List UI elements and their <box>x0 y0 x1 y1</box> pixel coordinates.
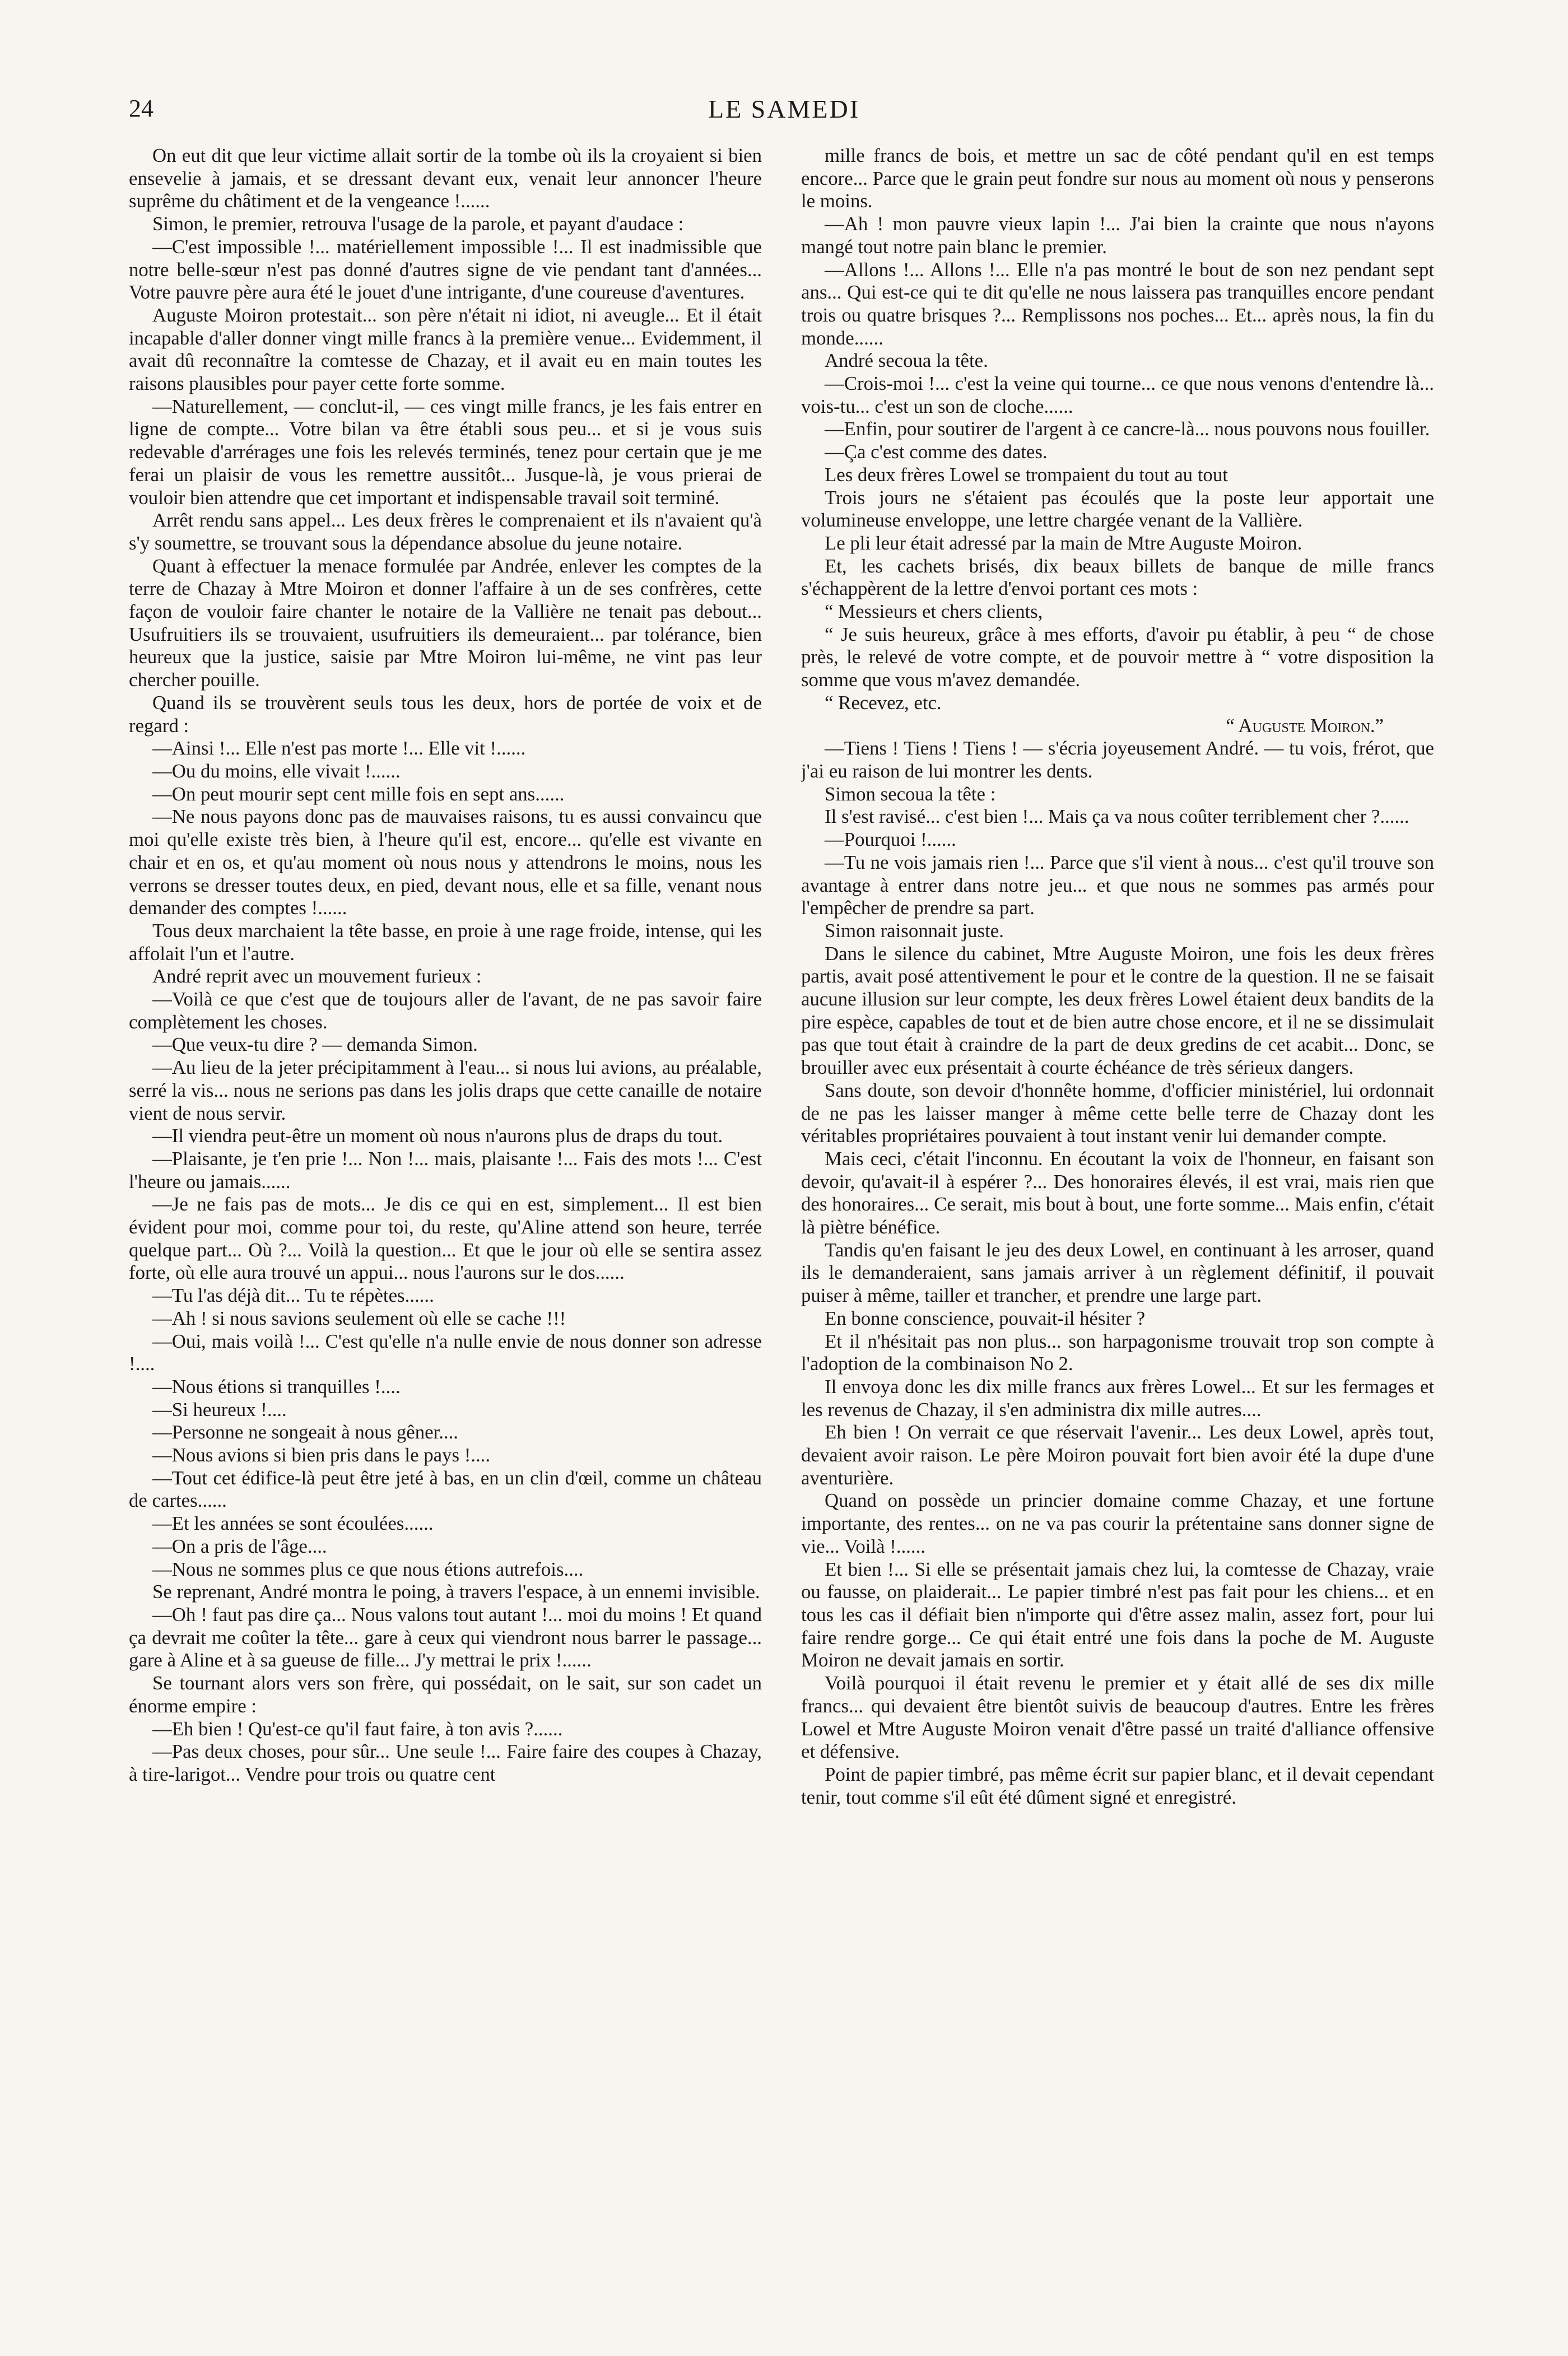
paragraph: Quant à effectuer la menace formulée par Andrée, enlever les comptes de la terre de Chazay à Mtre Moiron et donner l'affaire à un de ses confrères, cette façon de vouloir faire chanter le notaire de la Vallière ne tenait pas debout... Usufruitiers ils se trouvaient, usufruitiers ils demeuraient... par tolérance, bien heureux que la justice, saisie par Mtre Moiron lui-même, ne vint pas leur chercher pouille. <box>129 555 762 691</box>
paragraph: Et il n'hésitait pas non plus... son harpagonisme trouvait trop son compte à l'adoption de la combinaison No 2. <box>801 1330 1434 1375</box>
paragraph: Mais ceci, c'était l'inconnu. En écoutant la voix de l'honneur, en faisant son devoir, qu'avait-il à espérer ?... Des honoraires élevés, il est vrai, mais rien que des honoraires... Ce serait, mis bout à bout, une forte somme... Mais enfin, c'était là piètre bénéfice. <box>801 1147 1434 1238</box>
paragraph: —Ne nous payons donc pas de mauvaises raisons, tu es aussi convaincu que moi qu'elle existe très bien, à l'heure qu'il est, encore... qu'elle est vivante en chair et en os, et qu'au moment où nous nous y attendrons le moins, nous les verrons se dresser toutes deux, en pied, devant nous, elle et sa fille, venant nous demander des comptes !...... <box>129 805 762 919</box>
paragraph: Quand on possède un princier domaine comme Chazay, et une fortune importante, des rentes... on ne va pas courir la prétentaine sans donner signe de vie... Voilà !...... <box>801 1489 1434 1557</box>
paragraph: —Ou du moins, elle vivait !...... <box>152 760 401 782</box>
paragraph: Simon, le premier, retrouva l'usage de la parole, et payant d'audace : <box>152 213 684 235</box>
paragraph: —Crois-moi !... c'est la veine qui tourne... ce que nous venons d'entendre là... vois-tu... c'est un son de cloche...... <box>801 373 1434 417</box>
paragraph: Dans le silence du cabinet, Mtre Auguste Moiron, une fois les deux frères partis, avait posé attentivement le pour et le contre de la question. Il ne se faisait aucune illusion sur leur compte, les deux frères Lowel étaient deux bandits de la pire espèce, capables de tout et de bien autre chose encore, et il ne se dissimulait pas que tout était à craindre de la part de deux gredins de cet acabit... Donc, se brouiller avec eux présentait à courte échéance de très sérieux dangers. <box>801 942 1434 1079</box>
paragraph: —Ainsi !... Elle n'est pas morte !... Elle vit !...... <box>152 737 526 760</box>
paragraph: “ Je suis heureux, grâce à mes efforts, d'avoir pu établir, à peu “ de chose près, le relevé de votre compte, et de pouvoir mettre à “ votre disposition la somme que vous m'avez demandée. <box>801 623 1434 691</box>
paragraph: Simon secoua la tête : <box>825 783 996 805</box>
paragraph: Sans doute, son devoir d'honnête homme, d'officier ministériel, lui ordonnait de ne pas les laisser manger à même cette belle terre de Chazay dont les véritables propriétaires pouvaient à tout instant venir lui demander compte. <box>801 1079 1434 1147</box>
paragraph: Auguste Moiron protestait... son père n'était ni idiot, ni aveugle... Et il était incapable d'aller donner vingt mille francs à la première venue... Evidemment, il avait dû reconnaître la comtesse de Chazay, et il avait eu en main toutes les raisons plausibles pour payer cette forte somme. <box>129 304 762 395</box>
page-number: 24 <box>129 95 153 122</box>
paragraph: —Que veux-tu dire ? — demanda Simon. <box>152 1033 478 1056</box>
letter-signature: “ Auguste Moiron.” <box>1226 714 1384 737</box>
paragraph: Le pli leur était adressé par la main de Mtre Auguste Moiron. <box>825 532 1302 554</box>
paragraph: —Tiens ! Tiens ! Tiens ! — s'écria joyeusement André. — tu vois, frérot, que j'ai eu raison de lui montrer les dents. <box>801 737 1434 782</box>
paragraph: —Enfin, pour soutirer de l'argent à ce cancre-là... nous pouvons nous fouiller. <box>825 418 1430 440</box>
paragraph: —On peut mourir sept cent mille fois en sept ans...... <box>152 783 565 805</box>
paragraph: Tous deux marchaient la tête basse, en proie à une rage froide, intense, qui les affolait l'un et l'autre. <box>129 919 762 965</box>
paragraph: —Nous ne sommes plus ce que nous étions autrefois.... <box>152 1558 584 1580</box>
paragraph: —Au lieu de la jeter précipitamment à l'eau... si nous lui avions, au préalable, serré la vis... nous ne serions pas dans les jolis draps que cette canaille de notaire vient de nous servir. <box>129 1056 762 1124</box>
paragraph: —Allons !... Allons !... Elle n'a pas montré le bout de son nez pendant sept ans... Qui est-ce qui te dit qu'elle ne nous laissera pas tranquilles encore pendant trois ou quatre brisques ?... Remplissons nos poches... Et... après nous, la fin du monde...... <box>801 258 1434 349</box>
paragraph: Il envoya donc les dix mille francs aux frères Lowel... Et sur les fermages et les revenus de Chazay, il s'en administra dix mille autres.... <box>801 1375 1434 1421</box>
paragraph: —Ah ! si nous savions seulement où elle se cache !!! <box>152 1307 566 1329</box>
paragraph: —C'est impossible !... matériellement impossible !... Il est inadmissible que notre belle-sœur n'est pas donné d'autres signe de vie pendant tant d'années... Votre pauvre père aura été le jouet d'une intrigante, d'une coureuse d'aventures. <box>129 235 762 304</box>
paragraph: —Personne ne songeait à nous gêner.... <box>152 1421 458 1444</box>
page-header <box>129 94 1439 128</box>
paragraph: —Tout cet édifice-là peut être jeté à bas, en un clin d'œil, comme un château de cartes...... <box>129 1466 762 1512</box>
journal-title: LE SAMEDI <box>708 95 860 123</box>
right-text-column <box>801 145 1434 2318</box>
paragraph: —Naturellement, — conclut-il, — ces vingt mille francs, je les fais entrer en ligne de compte... Votre bilan va être établi sous peu... et si je vous suis redevable d'arrérages une fois les relevés terminés, tenez pour certain que je me ferai un plaisir de vous les remettre aussitôt... Jusque-là, je vous prierai de vouloir bien attendre que cet important et indispensable travail soit terminé. <box>129 395 762 509</box>
paragraph: —On a pris de l'âge.... <box>152 1535 327 1557</box>
paragraph: André secoua la tête. <box>825 350 988 372</box>
paragraph: Arrêt rendu sans appel... Les deux frères le comprenaient et ils n'avaient qu'à s'y soumettre, se trouvant sous la dépendance absolue du jeune notaire. <box>129 509 762 554</box>
paragraph: —Ah ! mon pauvre vieux lapin !... J'ai bien la crainte que nous n'ayons mangé tout notre pain blanc le premier. <box>801 213 1434 258</box>
paragraph: Et, les cachets brisés, dix beaux billets de banque de mille francs s'échappèrent de la lettre d'envoi portant ces mots : <box>801 555 1434 600</box>
paragraph: —Oh ! faut pas dire ça... Nous valons tout autant !... moi du moins ! Et quand ça devrait me coûter la tête... gare à ceux qui viendront nous barrer le passage... gare à Aline et à sa gueuse de fille... J'y mettrai le prix !...... <box>129 1604 762 1671</box>
paragraph: En bonne conscience, pouvait-il hésiter ? <box>825 1307 1146 1329</box>
paragraph: André reprit avec un mouvement furieux : <box>152 965 482 988</box>
paragraph: “ Recevez, etc. <box>825 691 942 714</box>
paragraph: —Tu l'as déjà dit... Tu te répètes...... <box>152 1284 434 1307</box>
paragraph: Eh bien ! On verrait ce que réservait l'avenir... Les deux Lowel, après tout, devaient avoir raison. Le père Moiron pouvait fort bien avoir été la dupe d'une aventurière. <box>801 1421 1434 1489</box>
paragraph: —Il viendra peut-être un moment où nous n'aurons plus de draps du tout. <box>152 1125 723 1147</box>
paragraph: —Nous avions si bien pris dans le pays !.... <box>152 1444 491 1466</box>
paragraph: Les deux frères Lowel se trompaient du tout au tout <box>825 463 1228 486</box>
left-text-column <box>129 145 762 2318</box>
paragraph: —Ça c'est comme des dates. <box>825 441 1048 463</box>
paragraph: Trois jours ne s'étaient pas écoulés que la poste leur apportait une volumineuse enveloppe, une lettre chargée venant de la Vallière. <box>801 486 1434 532</box>
paragraph: Se tournant alors vers son frère, qui possédait, on le sait, sur son cadet un énorme empire : <box>129 1672 762 1717</box>
paragraph: —Nous étions si tranquilles !.... <box>152 1375 401 1398</box>
paragraph: —Oui, mais voilà !... C'est qu'elle n'a nulle envie de nous donner son adresse !.... <box>129 1330 762 1375</box>
paragraph: —Et les années se sont écoulées...... <box>152 1512 434 1535</box>
paragraph: Tandis qu'en faisant le jeu des deux Lowel, en continuant à les arroser, quand ils le demanderaient, sans jamais arriver à un règlement définitif, il pouvait puiser à même, tailler et trancher, et prendre une large part. <box>801 1238 1434 1307</box>
paragraph: Il s'est ravisé... c'est bien !... Mais ça va nous coûter terriblement cher ?...... <box>825 805 1409 828</box>
paragraph: Simon raisonnait juste. <box>825 919 1004 942</box>
paragraph: “ Messieurs et chers clients, <box>825 600 1043 623</box>
paragraph: Point de papier timbré, pas même écrit sur papier blanc, et il devait cependant tenir, tout comme s'il eût été dûment signé et enregistré. <box>801 1763 1434 1808</box>
paragraph: —Eh bien ! Qu'est-ce qu'il faut faire, à ton avis ?...... <box>152 1717 563 1740</box>
paragraph: —Pourquoi !...... <box>825 828 956 851</box>
paragraph: Voilà pourquoi il était revenu le premier et y était allé de ses dix mille francs... qui devaient être bientôt suivis de beaucoup d'autres. Entre les frères Lowel et Mtre Auguste Moiron venait d'être passé un traité d'alliance offensive et défensive. <box>801 1672 1434 1763</box>
paragraph: —Plaisante, je t'en prie !... Non !... mais, plaisante !... Fais des mots !... C'est l'heure ou jamais...... <box>129 1147 762 1193</box>
paragraph: —Je ne fais pas de mots... Je dis ce qui en est, simplement... Il est bien évident pour moi, comme pour toi, du reste, qu'Aline attend son heure, terrée quelque part... Où ?... Voilà la question... Et que le jour où elle se sentira assez forte, où elle aura trouvé un appui... nous l'aurons sur le dos...... <box>129 1193 762 1284</box>
paragraph: Se reprenant, André montra le poing, à travers l'espace, à un ennemi invisible. <box>152 1581 760 1603</box>
paragraph: On eut dit que leur victime allait sortir de la tombe où ils la croyaient si bien ensevelie à jamais, et se dressant devant eux, venait leur annoncer l'heure suprême du châtiment et de la vengeance !...... <box>129 145 762 212</box>
paragraph: Quand ils se trouvèrent seuls tous les deux, hors de portée de voix et de regard : <box>129 691 762 737</box>
paragraph: mille francs de bois, et mettre un sac de côté pendant qu'il en est temps encore... Parce que le grain peut fondre sur nous au moment où nous y penserons le moins. <box>801 145 1434 212</box>
paragraph: —Voilà ce que c'est que de toujours aller de l'avant, de ne pas savoir faire complètement les choses. <box>129 988 762 1033</box>
paragraph: —Si heureux !.... <box>152 1398 287 1421</box>
paragraph: Et bien !... Si elle se présentait jamais chez lui, la comtesse de Chazay, vraie ou fausse, on plaiderait... Le papier timbré n'est pas fait pour les chiens... et en tous les cas il défiait bien n'importe qui d'être assez malin, assez fort, pour lui faire rendre gorge... Ce qui était entré une fois dans la poche de M. Auguste Moiron ne devait jamais en sortir. <box>801 1558 1434 1671</box>
paragraph: —Pas deux choses, pour sûr... Une seule !... Faire faire des coupes à Chazay, à tire-larigot... Vendre pour trois ou quatre cent <box>129 1740 762 1785</box>
paragraph: —Tu ne vois jamais rien !... Parce que s'il vient à nous... c'est qu'il trouve son avantage à entrer dans notre jeu... et que nous ne sommes pas armés pour l'empêcher de prendre sa part. <box>801 851 1434 919</box>
